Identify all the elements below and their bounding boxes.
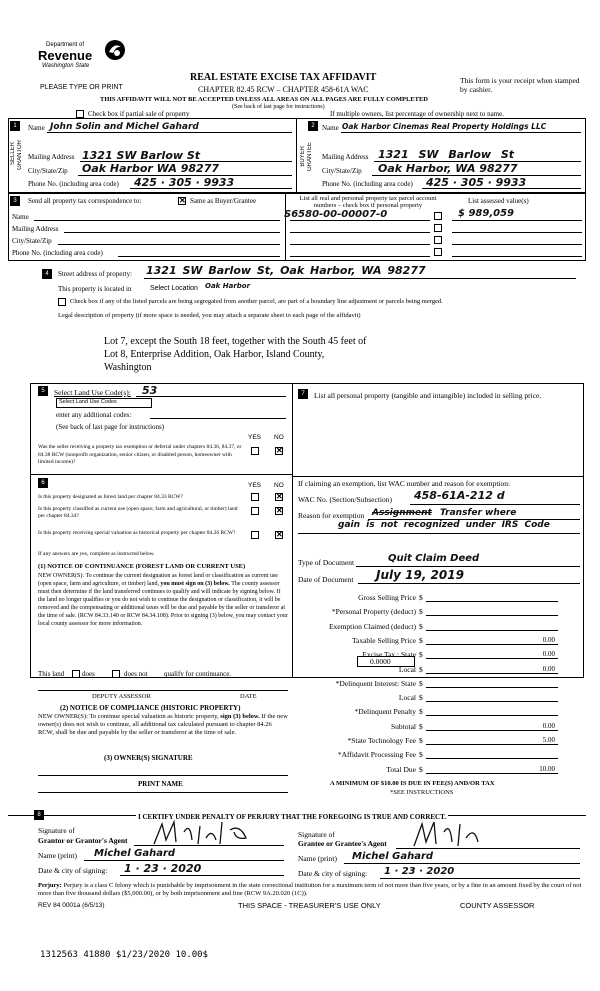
fee-label: Local: [398, 693, 416, 702]
owners-signature-label: (3) OWNER(S) SIGNATURE: [104, 754, 193, 762]
fee-label: Gross Selling Price: [358, 593, 416, 602]
fee-value[interactable]: 0.00: [542, 636, 555, 644]
multiple-owners-note: If multiple owners, list percentage of ownership next to name.: [330, 110, 504, 118]
section-7-number: 7: [298, 389, 308, 399]
corr-city-label: City/State/Zip: [12, 237, 52, 245]
grantor-sig-label-1: Signature of: [38, 826, 75, 835]
please-type-label: PLEASE TYPE OR PRINT: [40, 84, 123, 91]
buyer-name-label: Name: [322, 124, 339, 132]
wac-label: WAC No. (Section/Subsection): [298, 495, 392, 504]
fee-label: *Affidavit Processing Fee: [337, 750, 416, 759]
section-4-number: 4: [42, 269, 52, 279]
forest-no-checkbox[interactable]: ✕: [276, 492, 283, 501]
section-1-number: 1: [10, 121, 20, 131]
notice-compliance-text-a: NEW OWNER(S): To continue special valuation as historic property,: [38, 713, 219, 720]
reason-label: Reason for exemption: [298, 511, 365, 520]
forest-yes-checkbox[interactable]: [251, 493, 259, 501]
document-type[interactable]: Quit Claim Deed: [388, 553, 480, 564]
seller-phone-label: Phone No. (including area code): [28, 180, 119, 188]
grantee-agent-label: Grantee or Grantee's Agent: [298, 839, 387, 848]
grantee-side-label: GRANTEE: [307, 142, 313, 172]
recording-stamp: 1312563 41880 $1/23/2020 10.00$: [40, 950, 208, 960]
dept-of-label: Department of: [46, 42, 85, 48]
parcel-number[interactable]: S6580-00-00007-0: [284, 209, 388, 220]
historic-question: Is this property receiving special valuation as historical property per chapter 84.26 RCW?: [38, 530, 236, 536]
exemption-question: Was the seller receiving a property tax exemption or deferral under chapters 84.36, 84.37, or 84.38 RCW (nonprofit organization, senior citizen, or disabled person, homeowner with limited income)?: [38, 444, 242, 465]
personal-property-label: List all personal property (tangible and intangible) included in selling price.: [314, 391, 542, 400]
document-type-label: Type of Document: [298, 558, 355, 567]
chapter-label: CHAPTER 82.45 RCW – CHAPTER 458-61A WAC: [198, 85, 369, 94]
fee-label: *Delinquent Penalty: [354, 707, 416, 716]
section6-no-label: NO: [274, 482, 284, 489]
notice-continuance-bold: you must sign on (3) below.: [160, 581, 230, 587]
grantee-sig-label-1: Signature of: [298, 830, 335, 839]
grantor-signature: [150, 818, 270, 848]
fee-label: Excise Tax : State: [362, 650, 416, 659]
perjury-bold-label: Perjury:: [38, 882, 62, 889]
fee-label: Total Due: [386, 765, 416, 774]
form-title: REAL ESTATE EXCISE TAX AFFIDAVIT: [190, 72, 377, 83]
fee-dollar: $: [419, 622, 423, 631]
located-select[interactable]: Select Location: [150, 285, 198, 292]
notice-compliance-bold: sign (3) below.: [220, 713, 260, 720]
partial-sale-checkbox[interactable]: [76, 110, 84, 118]
does-label: does: [82, 670, 95, 678]
reason-struck: Assignment: [372, 508, 432, 518]
fee-label: Subtotal: [390, 722, 416, 731]
fee-value[interactable]: 0.00: [542, 650, 555, 658]
grantor-print-name[interactable]: Michel Gahard: [94, 848, 176, 859]
assessed-value[interactable]: $ 989,059: [458, 208, 514, 219]
fee-dollar: $: [419, 650, 423, 659]
corr-name-label: Name: [12, 213, 29, 221]
fee-value[interactable]: 5.00: [542, 736, 555, 744]
notice-compliance-text-b: If the new owner(s) does not wish to continue, all additional tax calculated pursuant to chapter 84.26 RCW, shall be due and payable by the seller or transferor at the time of sale.: [38, 713, 288, 736]
legal-line-3: Washington: [104, 362, 152, 373]
fee-label: *State Technology Fee: [347, 736, 416, 745]
legal-description-label: Legal description of property (if more space is needed, you may attach a separate sheet to each page of the affidavit): [58, 312, 361, 319]
buyer-name[interactable]: Oak Harbor Cinemas Real Property Holdings LLC: [342, 122, 547, 131]
document-date-label: Date of Document: [298, 575, 354, 584]
document-date[interactable]: July 19, 2019: [376, 568, 464, 582]
fee-dollar: $: [419, 607, 423, 616]
section5-see-back: (See back of last page for instructions): [56, 423, 165, 431]
grantor-name-label: Name (print): [38, 851, 77, 860]
personal-property-checkbox-4[interactable]: [434, 248, 442, 256]
form-rev-number: REV 84 0001a (6/5/13): [38, 902, 105, 909]
street-address[interactable]: 1321 SW Barlow St, Oak Harbor, WA 98277: [146, 264, 426, 277]
warning-text: THIS AFFIDAVIT WILL NOT BE ACCEPTED UNLESS ALL AREAS ON ALL PAGES ARE FULLY COMPLETED: [100, 96, 428, 103]
fee-dollar: $: [419, 665, 423, 674]
corr-mailing-label: Mailing Address: [12, 225, 59, 233]
fee-dollar: $: [419, 722, 423, 731]
buyer-city[interactable]: Oak Harbor, WA 98277: [378, 162, 518, 175]
notice-continuance-text-b: The county assessor must then determine if the land transferred continues to qualify and will indicate by signing below. If the land no longer qualifies or you do not wish to continue the designation or classification, it will be removed and the compensating or additional taxes will be due and payable by the seller or transferor at the time of sale. (RCW 84.33.140 or RCW 84.34.108). Prior to signing (3) below, you may contact your local county assessor for more information.: [38, 581, 288, 627]
perjury-body: Perjury is a class C felony which is punishable by imprisonment in the state correctional institution for a maximum term of not more than five years, or by a fine in an amount fixed by the court of not more than five thousand dollars ($5,000.00), or by both imprisonment and fine (RCW 9A.20.020 (1C)).: [38, 882, 582, 897]
fee-value[interactable]: 0.00: [542, 722, 555, 730]
partial-sale-label: Check box if partial sale of property: [88, 110, 190, 118]
current-use-no-checkbox[interactable]: ✕: [276, 506, 283, 515]
print-name-label: PRINT NAME: [138, 780, 183, 788]
current-use-yes-checkbox[interactable]: [251, 507, 259, 515]
deputy-date-label: DATE: [240, 693, 257, 700]
local-rate[interactable]: 0.0000: [370, 657, 391, 666]
forest-land-question: Is this property designated as forest land per chapter 84.33 RCW?: [38, 494, 183, 500]
personal-property-checkbox-2[interactable]: [434, 224, 442, 232]
certify-statement: I CERTIFY UNDER PENALTY OF PERJURY THAT THE FOREGOING IS TRUE AND CORRECT.: [138, 813, 447, 821]
fee-label: Taxable Selling Price: [351, 636, 416, 645]
fee-dollar: $: [419, 679, 423, 688]
seller-city-label: City/State/Zip: [28, 167, 68, 175]
land-use-label: Select Land Use Code(s):: [54, 388, 131, 397]
grantee-print-name[interactable]: Michel Gahard: [352, 851, 434, 862]
does-not-label: does not: [124, 670, 148, 678]
notice-continuance-text-a: NEW OWNER(S): To continue the current designation as forest land or classification as current use (open space, farm and agriculture, or timber) land,: [38, 573, 278, 587]
section-5-number: 5: [38, 386, 48, 396]
fee-dollar: $: [419, 636, 423, 645]
notice-compliance-text: [38, 713, 288, 737]
dor-logo: [30, 38, 130, 74]
street-address-label: Street address of property:: [58, 270, 133, 278]
same-as-buyer-checkbox[interactable]: ✕: [179, 196, 186, 205]
historic-yes-checkbox[interactable]: [251, 531, 259, 539]
historic-no-checkbox[interactable]: ✕: [276, 530, 283, 539]
fee-dollar: $: [419, 693, 423, 702]
seller-phone[interactable]: 425 · 305 · 9933: [134, 176, 235, 189]
grantor-date-label: Date & city of signing:: [38, 866, 108, 875]
fee-dollar: $: [419, 707, 423, 716]
buyer-mailing[interactable]: 1321 SW Barlow St: [378, 148, 515, 161]
same-as-buyer-label: Same as Buyer/Grantee: [190, 197, 257, 205]
fee-value[interactable]: 0.00: [542, 665, 555, 673]
exemption-yes-checkbox[interactable]: [251, 447, 259, 455]
grantor-date[interactable]: 1 · 23 · 2020: [124, 862, 202, 875]
revenue-label: Revenue: [38, 48, 93, 63]
seller-mailing[interactable]: 1321 SW Barlow St: [82, 149, 201, 162]
fee-dollar: $: [419, 765, 423, 774]
notice-compliance-title: (2) NOTICE OF COMPLIANCE (HISTORIC PROPERTY): [60, 704, 241, 712]
deputy-assessor-label: DEPUTY ASSESSOR: [92, 693, 151, 700]
assessed-header: List assessed value(s): [468, 197, 529, 205]
county-assessor-label: COUNTY ASSESSOR: [460, 901, 535, 910]
section-6-number: 6: [38, 478, 48, 488]
buyer-phone-label: Phone No. (including area code): [322, 180, 413, 188]
fee-value[interactable]: 10.00: [539, 765, 555, 773]
minimum-due-note: A MINIMUM OF $10.00 IS DUE IN FEE(S) AND/OR TAX: [330, 780, 495, 787]
land-use-value[interactable]: 53: [142, 384, 158, 397]
treasurer-use-label: THIS SPACE - TREASURER'S USE ONLY: [238, 901, 381, 910]
fee-dollar: $: [419, 593, 423, 602]
additional-codes-label: enter any additional codes:: [56, 411, 132, 419]
see-instructions-note: *SEE INSTRUCTIONS: [390, 789, 454, 796]
corr-phone-label: Phone No. (including area code): [12, 249, 103, 257]
section5-yes-label: YES: [248, 434, 262, 441]
washington-state-label: Washington State: [42, 63, 90, 69]
wac-number[interactable]: 458-61A-212 d: [414, 489, 505, 502]
grantor-side-label: GRANTOR: [17, 140, 23, 170]
fee-dollar: $: [419, 750, 423, 759]
exemption-no-checkbox[interactable]: ✕: [276, 446, 283, 455]
fee-dollar: $: [419, 736, 423, 745]
fee-label: *Personal Property (deduct): [331, 607, 416, 616]
does-checkbox[interactable]: [72, 670, 80, 678]
section-2-number: 2: [308, 121, 318, 131]
grantee-date-label: Date & city of signing:: [298, 869, 368, 878]
grantor-agent-label: Grantor or Grantor's Agent: [38, 836, 128, 845]
notice-continuance-text: [38, 572, 288, 628]
section-3-number: 3: [10, 196, 20, 206]
buyer-city-label: City/State/Zip: [322, 167, 362, 175]
receipt-note: This form is your receipt when stamped by cashier.: [460, 76, 580, 94]
legal-line-2: Lot 8, Enterprise Addition, Oak Harbor, Island County,: [104, 349, 325, 360]
grantee-name-label: Name (print): [298, 854, 337, 863]
send-correspondence-label: Send all property tax correspondence to:: [28, 197, 142, 205]
seller-mailing-label: Mailing Address: [28, 153, 75, 161]
grantee-date[interactable]: 1 · 23 · 2020: [384, 866, 455, 877]
current-use-question: Is this property classified as current use (open space, farm and agricultural, or timber) land per chapter 84.34?: [38, 506, 238, 519]
if-yes-note: If any answers are yes, complete as instructed below.: [38, 551, 155, 557]
reason-line-2[interactable]: gain is not recognized under IRS Code: [338, 520, 550, 530]
select-land-use-label: Select Land Use Codes: [59, 399, 117, 405]
see-back-label: (See back of last page for instructions): [232, 104, 325, 110]
reason-line-1[interactable]: Transfer where: [440, 508, 517, 518]
seller-side-label: SELLER: [10, 142, 16, 166]
segregated-label: Check box if any of the listed parcels are being segregated from another parcel, are part of a boundary line adjustment or parcels being merged.: [70, 298, 443, 305]
segregated-checkbox[interactable]: [58, 298, 66, 306]
buyer-mailing-label: Mailing Address: [322, 153, 369, 161]
personal-property-checkbox-1[interactable]: [434, 212, 442, 220]
does-not-checkbox[interactable]: [112, 670, 120, 678]
this-land-label: This land: [38, 670, 65, 678]
grantee-signature: [410, 818, 490, 850]
qualify-label: qualify for continuance.: [164, 670, 232, 678]
located-in-label: This property is located in: [58, 285, 132, 293]
fee-label: Local: [398, 665, 416, 674]
section5-no-label: NO: [274, 434, 284, 441]
seller-name-label: Name: [28, 124, 45, 132]
seller-name[interactable]: John Solin and Michel Gahard: [50, 122, 199, 132]
parcel-header: List all real and personal property tax parcel account numbers – check box if personal property: [299, 195, 437, 209]
buyer-side-label: BUYER: [300, 146, 306, 167]
claiming-exemption-label: If claiming an exemption, list WAC number and reason for exemption:: [298, 479, 511, 488]
located-value[interactable]: Oak Harbor: [205, 282, 251, 290]
perjury-text: [38, 882, 586, 898]
personal-property-checkbox-3[interactable]: [434, 236, 442, 244]
fee-label: *Delinquent Interest: State: [335, 679, 416, 688]
buyer-phone[interactable]: 425 · 305 · 9933: [426, 176, 527, 189]
section6-yes-label: YES: [248, 482, 262, 489]
legal-line-1: Lot 7, except the South 18 feet, together with the South 45 feet of: [104, 336, 367, 347]
section-8-number: 8: [34, 810, 44, 820]
seller-city[interactable]: Oak Harbor WA 98277: [82, 162, 220, 175]
revenue-swirl-icon: [102, 38, 128, 62]
notice-continuance-title: (1) NOTICE OF CONTINUANCE (FOREST LAND OR CURRENT USE): [38, 563, 246, 570]
fee-label: Exemption Claimed (deduct): [328, 622, 416, 631]
